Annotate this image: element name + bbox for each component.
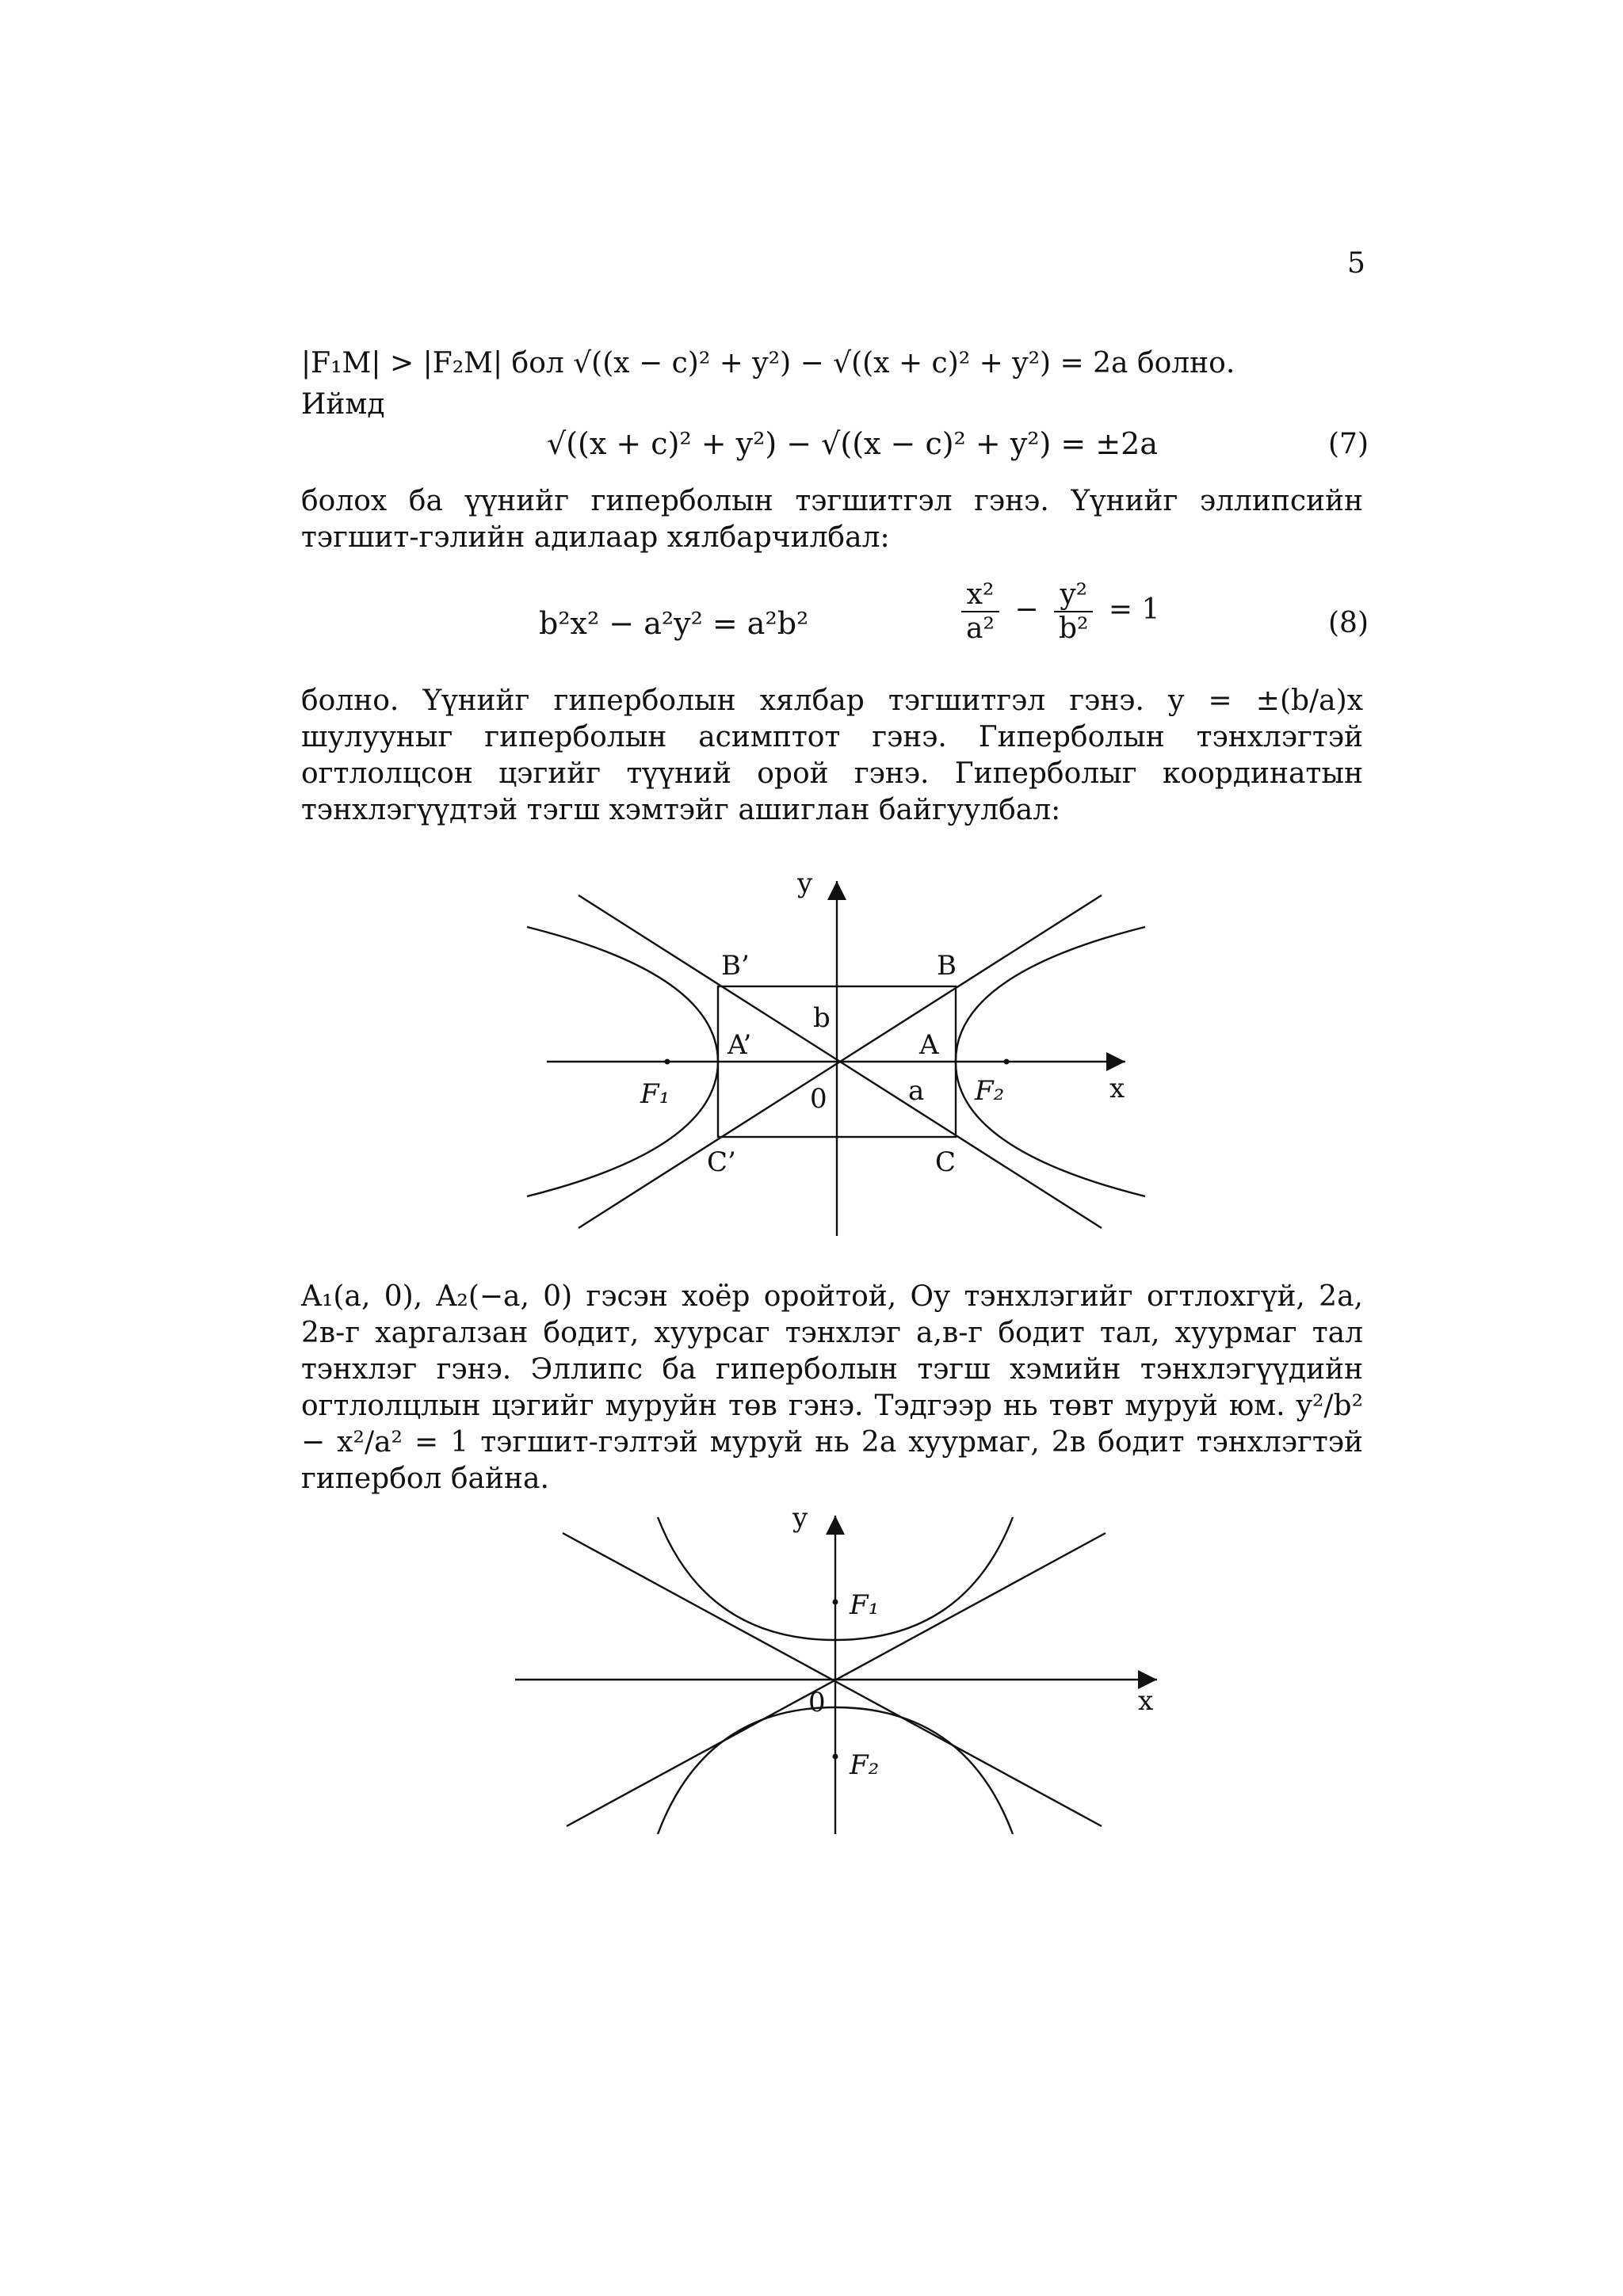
figure-1-hyperbola — [515, 864, 1149, 1244]
equation-8-number: (8) — [1328, 607, 1369, 639]
paragraph-3 — [301, 683, 1363, 829]
paragraph-4-text: A₁(a, 0), A₂(−a, 0) гэсэн хоёр оройтой, Оу тэнхлэгийг огтлохгүй, 2а, 2в-г харгалзан бодит, хуурсаг тэнхлэг а,в-г бодит тал, хуурмаг тал тэнхлэг гэнэ. Эллипс ба гиперболын тэгш хэмийн тэнхлэгүүдийн огтлолцлын цэгийг муруйн төв гэнэ. Тэдгээр нь төвт муруй юм. y²/b² − x²/a² = 1 тэгшит-гэлтэй муруй нь 2а хуурмаг, 2в бодит тэнхлэгтэй гипербол байна. — [301, 1280, 1363, 1495]
fig1-label-small-a: a — [908, 1075, 925, 1107]
paragraph-2-text: болох ба үүнийг гиперболын тэгшитгэл гэнэ. Үүнийг эллипсийн тэгшит-гэлийн адилаар хялбарчилбал: — [301, 485, 1363, 554]
line1-equation: √((x − c)² + y²) − √((x + c)² + y²) = 2a — [573, 347, 1128, 379]
equation-8-right — [955, 578, 1159, 645]
fig1-label-c-prime: C’ — [707, 1146, 736, 1178]
minus-sign: − — [1014, 593, 1039, 626]
fig1-label-a: A — [919, 1029, 939, 1061]
fig1-label-zero: 0 — [810, 1083, 827, 1115]
fraction-y-over-b — [1054, 578, 1093, 645]
frac-num-x2: x² — [961, 578, 999, 612]
fig1-label-f2: F₂ — [975, 1075, 1005, 1107]
focus-f2-point — [1004, 1059, 1010, 1065]
frac-num-y2: y² — [1054, 578, 1093, 612]
fig2-focus-f2-point — [833, 1754, 838, 1760]
fig1-label-x: x — [1109, 1073, 1125, 1104]
equation-7: √((x + c)² + y²) − √((x − c)² + y²) = ±2a — [547, 426, 1158, 461]
fig1-label-y: y — [797, 868, 813, 899]
figure-2-conjugate-hyperbola — [507, 1501, 1165, 1842]
fig2-label-x: x — [1138, 1685, 1154, 1717]
text-line-1 — [301, 347, 1235, 379]
fraction-x-over-a — [961, 578, 999, 645]
fig2-label-zero: 0 — [808, 1687, 826, 1718]
fig1-label-f1: F₁ — [640, 1078, 670, 1110]
fig1-label-b-prime: B’ — [721, 950, 750, 982]
paragraph-2 — [301, 483, 1363, 556]
fig2-focus-f1-point — [833, 1600, 838, 1605]
fig2-label-f1: F₁ — [850, 1589, 880, 1621]
text-line-2: Иймд — [301, 388, 385, 421]
equation-7-number: (7) — [1328, 428, 1369, 460]
line1-prefix: |F₁M| > |F₂M| бол — [301, 347, 564, 379]
fig1-label-b: B — [937, 950, 957, 982]
fig2-label-f2: F₂ — [850, 1749, 880, 1781]
paragraph-3-text: болно. Үүнийг гиперболын хялбар тэгшитгэл гэнэ. y = ±(b/a)x шулууныг гиперболын асимптот гэнэ. Гиперболын тэнхлэгтэй огтлолцсон цэгийг түүний орой гэнэ. Гиперболыг координатын тэнхлэгүүдтэй тэгш хэмтэйг ашиглан байгуулбал: — [301, 685, 1363, 826]
page-number: 5 — [1347, 247, 1365, 280]
fig1-label-a-prime: A’ — [727, 1029, 752, 1061]
fig2-label-y: y — [792, 1502, 808, 1534]
paragraph-4 — [301, 1279, 1363, 1497]
equation-8-left: b²x² − a²y² = a²b² — [539, 606, 809, 641]
equals-one: = 1 — [1108, 593, 1160, 626]
frac-den-a2: a² — [966, 612, 995, 645]
frac-den-b2: b² — [1058, 612, 1089, 645]
line1-suffix: болно. — [1136, 347, 1235, 379]
fig1-label-c: C — [935, 1146, 957, 1178]
focus-f1-point — [665, 1059, 670, 1065]
fig1-label-small-b: b — [813, 1002, 831, 1034]
